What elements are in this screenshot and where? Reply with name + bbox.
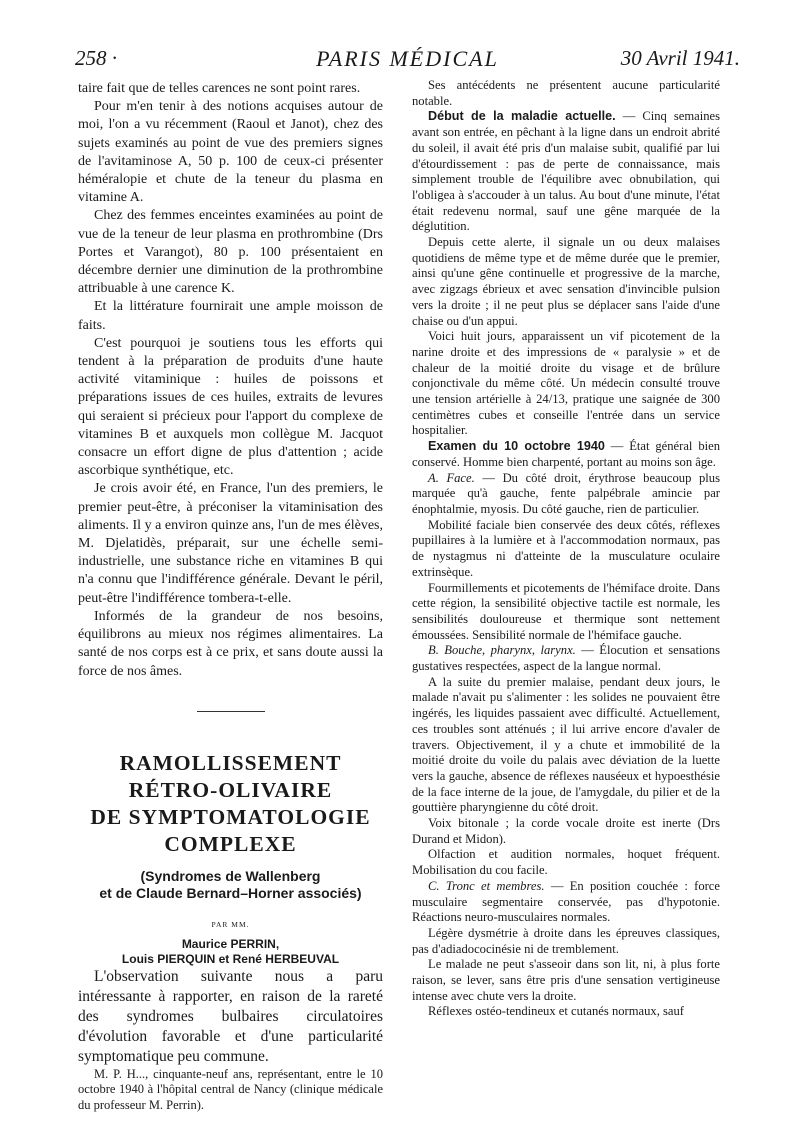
paragraph: A la suite du premier malaise, pendant deux jours, le malade n'avait pu s'alimenter : les solides ne pouvaient être ingérés, les liquides passaient avec difficulté. Actuellement, ces troubles sont atténués ; il lui arrive encore d'avaler de travers. Objectivement, il y a chute et immobilité de la moitié droite du voile du palais avec déviation de la luette vers la gauche, absence de réflexes nauséeux et hypoesthésie de la face interne de la joue, de l'amygdale, du pilier et de la gouttière pharyngienne du côté droit. [412,674,720,815]
subsection-label: B. Bouche, pharynx, larynx. [428,643,576,658]
paragraph-text: — Du côté droit, érythrose beaucoup plus marquée qu'à gauche, fente palpébrale amincie par énophtalmie, myosis. Du côté gauche, rien de particulier. [412,470,720,516]
paragraph: Fourmillements et picotements de l'hémiface droite. Dans cette région, la sensibilité objective tactile est normale, les sensibilités douloureuse et thermique sont nettement émoussées. Sensibilité normale de l'hémiface gauche. [412,580,720,642]
section-heading: Début de la maladie actuelle. [428,109,616,124]
article-subtitle [78,868,383,902]
observation-start: M. P. H..., cinquante-neuf ans, représentant, entre le 10 octobre 1940 à l'hôpital central de Nancy (clinique médicale du professeur M. Perrin). [78,1066,383,1112]
right-column [412,78,720,1020]
paragraph: Mobilité faciale bien conservée des deux côtés, réflexes pupillaires à la lumière et à l'accommodation normaux, pas de nystagmus ni d'atteinte de la musculature oculaire extrinsèque. [412,517,720,579]
authors [78,937,383,967]
paragraph: Et la littérature fournirait une ample moisson de faits. [78,299,383,333]
paragraph: Voix bitonale ; la corde vocale droite est inerte (Drs Durand et Midon). [412,816,720,846]
issue-date: 30 Avril 1941. [620,46,740,70]
paragraph: Pour m'en tenir à des notions acquises autour de moi, l'on a vu récemment (Raoul et Janot), chez des sujets examinés au point de vue des premiers signes de l'avitaminose A, 50 p. 100 de ceux-ci présenter héméralopie et chute de la teneur du plasma en vitamine A. [78,99,383,206]
subsection-label: A. Face. [428,470,475,485]
author-line: Maurice PERRIN, [181,936,280,951]
article-title [78,750,383,858]
paragraph: Informés de la grandeur de nos besoins, équilibrons au mieux nos régimes alimentaires. La santé de nos corps est à ce prix, et sans doute aussi la force de nos âmes. [78,608,383,679]
par-mm: PAR MM. [211,919,250,929]
paragraph: Réflexes ostéo-tendineux et cutanés normaux, sauf [428,1004,684,1019]
paragraph: taire fait que de telles carences ne sont point rares. [78,81,361,96]
title-line: COMPLEXE [164,831,297,856]
page-header [75,46,740,76]
paragraph: Légère dysmétrie à droite dans les épreuves classiques, pas d'adiadococinésie ni de tremblement. [412,925,720,956]
title-line: DE SYMPTOMATOLOGIE [90,804,371,829]
paragraph-text: — En position couchée : force musculaire segmentaire conservée, pas d'hypotonie. Réactions neuro-musculaires normales. [412,878,720,925]
author-line: Louis PIERQUIN et René HERBEUVAL [121,951,340,966]
journal-title: PARIS MÉDICAL [316,46,499,71]
left-column [78,80,383,1113]
page-number: 258 · [75,46,117,70]
section-heading: Examen du 10 octobre 1940 [428,439,605,454]
paragraph-text: — État général bien conservé. Homme bien charpenté, portant au moins son âge. [412,439,721,469]
paragraph: Le malade ne peut s'asseoir dans son lit, ni, à plus forte raison, se lever, sans être pris d'une sensation vertigineuse intense avec chute vers la droite. [412,957,720,1003]
paragraph: Je crois avoir été, en France, l'un des premiers, le premier peut-être, à préconiser la vitaminisation des aliments. Il y a environ quinze ans, l'un de mes élèves, M. Djelatidès, préparait, sur une échelle semi-industrielle, une substance riche en vitamines B qui n'a connu que l'indifférence générale. Devant le péril, peut-être l'indifférence tombera-t-elle. [78,481,383,606]
paragraph: Chez des femmes enceintes examinées au point de vue de la teneur de leur plasma en prothrombine (Drs Portes et Varangot), 80 p. 100 présentaient en décembre dernier une diminution de la prothrombine attribuable à une carence K. [78,208,383,297]
subsection-label: C. Tronc et membres. [428,878,545,893]
section-divider [197,711,265,712]
paragraph: Depuis cette alerte, il signale un ou deux malaises quotidiens de même type et de même durée que le premier, ainsi qu'une gêne continuelle et progressive de la marche, avec zigzags ébrieux et avec sensation d'invincible pulsion vers la droite ; il ne peut plus se déplacer sans l'aide d'une chaise ou d'un appui. [412,235,720,328]
debut-paragraph [412,109,720,235]
paragraph: Voici huit jours, apparaissent un vif picotement de la narine droite et des impressions de « paralysie » et de chaleur de la moitié droite du visage et de brûlure conjonctivale du même côté. Un médecin consulté trouve une tension artérielle à 24/13, pratique une saignée de 300 centimètres cubes et conseille l'entrée dans un service hospitalier. [412,329,720,438]
subtitle-line: et de Claude Bernard–Horner associés) [99,884,362,901]
title-line: RAMOLLISSEMENT [119,750,342,775]
bouche-paragraph [412,643,720,674]
article-intro: L'observation suivante nous a paru intéressante à rapporter, en raison de la rareté des syndromes bulbaires circulatoires d'évolution favorable et d'une particularité symptomatique peu commune. [78,967,383,1065]
tronc-paragraph [412,879,720,926]
paragraph: C'est pourquoi je soutiens tous les efforts qui tendent à la préparation de produits d'une haute activité vitaminique : huiles de poissons et préparations issues de ces huiles, extraits de levures qui seraient si précieux pour l'apport du complexe de vitamines B et auxquels mon collègue M. Jacquot consacre un effort digne de plus d'attention ; acide ascorbique synthétique, etc. [78,335,383,479]
subtitle-line: (Syndromes de Wallenberg [140,867,321,884]
exam-paragraph [412,439,720,470]
paragraph: Olfaction et audition normales, hoquet fréquent. Mobilisation du cou facile. [412,847,720,878]
paragraph-text: — Cinq semaines avant son entrée, en pêchant à la ligne dans un endroit abrité du soleil, il avait été pris d'un malaise subit, qualifié par lui d'étourdissement : pas de perte de connaissance, mais simplement trouble de l'équilibre avec obnubilation, qui l'obligea à s'accouder à un talus. Au bout d'une minute, l'état était redevenu normal, sauf une gêne marquée de la déglutition. [412,109,720,234]
face-paragraph [412,471,720,518]
paragraph-text: — Élocution et sensations gustatives respectées, aspect de la langue normal. [412,643,721,674]
antecedents: Ses antécédents ne présentent aucune particularité notable. [412,78,720,108]
title-line: RÉTRO-OLIVAIRE [128,777,333,802]
